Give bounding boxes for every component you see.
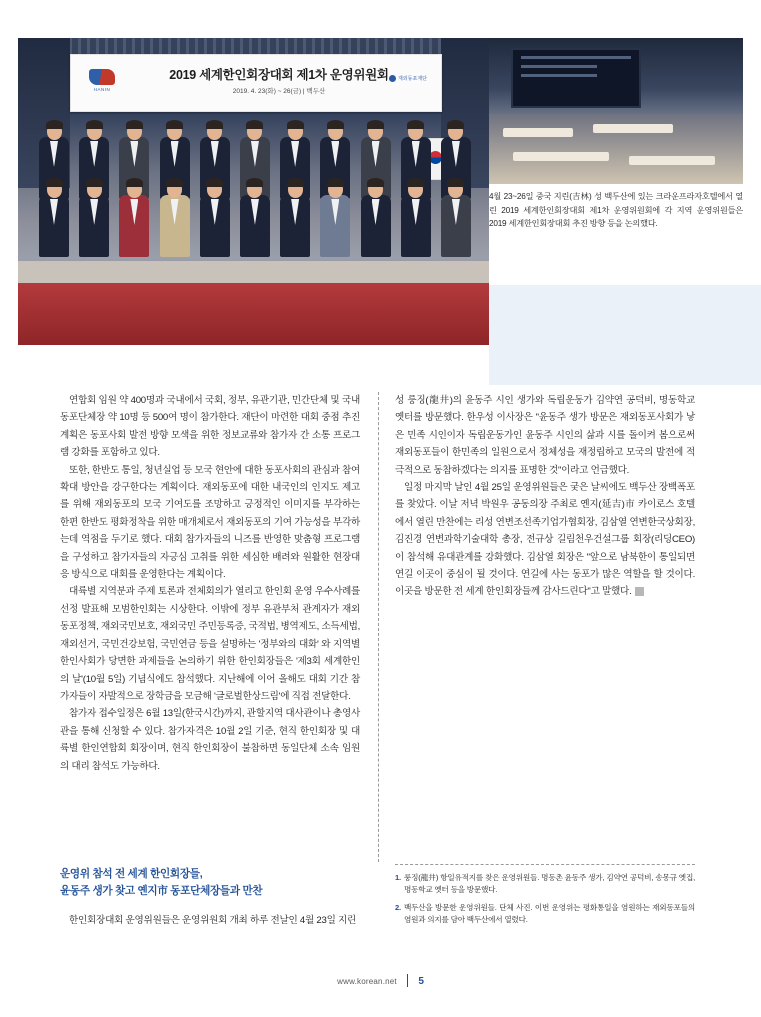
footnote-text: 룽징(龍井) 항일유적지를 찾은 운영위원들. 명동촌 윤동주 생가, 김약연 공덕비, 송몽규 옛집, 명동학교 옛터 등을 방문했다. <box>403 873 695 895</box>
column-divider <box>378 392 379 862</box>
attendee <box>116 181 152 257</box>
footnote-item <box>395 902 695 927</box>
decorative-blue-band <box>489 285 761 385</box>
paragraph-after-subheading: 한인회장대회 운영위원들은 운영위원회 개최 하루 전날인 4월 23일 지린 <box>69 915 357 926</box>
attendee <box>197 181 233 257</box>
hanin-logo-icon <box>81 69 123 95</box>
paragraph <box>395 479 695 601</box>
paragraph: 연합회 임원 약 400명과 국내에서 국회, 정부, 유관기관, 민간단체 및 국내 동포단체장 약 10명 등 500여 명이 참가한다. 재단이 마련한 대회 중점 추진 계획은 동포사회 발전 방향 모색을 위한 정보교류와 참가자 간 소통 프로그램 강화를 포함하고 있다. <box>60 395 360 459</box>
banner-title: 2019 세계한인회장대회 제1차 운영위원회 <box>169 68 389 82</box>
event-banner <box>70 54 442 112</box>
paragraph: 성 룽징(龍井)의 윤동주 시인 생가와 독립운동가 김약연 공덕비, 명동학교 옛터를 방문했다. 한우성 이사장은 "윤동주 생가 방문은 재외동포사회가 낳은 민족 시인이자 독립운동가인 윤동주 시인의 삶과 시를 돌이켜 봄으로써 재외동포들이 한민족의 일원으로서 정체성을 재정립하고 모국의 발전에 적극적으로 동참하겠다는 의지를 표명한 것"이라고 언급했다. <box>395 395 695 476</box>
okf-logo-caption: 재외동포재단 <box>398 76 427 82</box>
footer-separator <box>407 974 408 987</box>
attendee <box>237 181 273 257</box>
attendee <box>438 181 474 257</box>
footnote-number: 2. <box>395 902 401 912</box>
subheading-line-1: 운영위 참석 전 세계 한인회장들, <box>60 868 203 880</box>
paragraph: 참가자 접수일정은 6월 13일(한국시간)까지, 관할지역 대사관이나 총영사관을 통해 신청할 수 있다. 참가자격은 10월 2일 기준, 현직 한인회장 및 대륙별 한인연합회 회장이며, 현직 한인회장이 불참하면 동일단체 소속 임원의 대리 참석도 가능하다. <box>60 708 360 772</box>
footnote-text: 백두산을 방문한 운영위원들. 단체 사진. 이번 운영위는 평화통일을 염원하는 재외동포들의 염원과 의지를 담아 백두산에서 열렸다. <box>403 902 695 925</box>
red-carpet <box>18 283 489 345</box>
section-subheading <box>60 866 360 900</box>
page-footer <box>0 974 761 987</box>
hanin-logo-caption: HANIN <box>93 87 111 92</box>
projection-screen <box>511 48 641 108</box>
attendee <box>36 181 72 257</box>
end-mark-icon: ? <box>635 587 644 596</box>
okf-logo-icon <box>383 75 433 82</box>
page-number: 5 <box>418 976 424 987</box>
attendee <box>76 181 112 257</box>
article-column-right <box>395 392 695 601</box>
attendee <box>398 181 434 257</box>
footnote-divider <box>395 864 695 865</box>
paragraph: 또한, 한반도 통일, 청년실업 등 모국 현안에 대한 동포사회의 관심과 참여 확대 방안을 강구한다는 계획이다. 재외동포에 대한 내국인의 인지도 제고를 위해 재외동포의 모국 기여도를 조망하고 긍정적인 이미지를 부각하는 한편 한반도 평화정착을 위한 매개체로서 재외동포의 기여 가능성을 부각하는데 역점을 두기로 했다. 대회 참가자들의 니즈를 반영한 맞춤형 프로그램을 구성하고 참가자들의 자긍심 고취를 위한 세심한 배려와 원활한 현장대응 방식으로 대회를 운영한다는 계획이다. <box>60 464 360 581</box>
side-photo-caption: 4월 23~26일 중국 지린(吉林) 성 백두산에 있는 크라운프라자호텔에서 열린 2019 세계한인회장대회 제1차 운영위원회에 각 지역 운영위원들은 2019 세계한인회장대회 추진 방향 등을 논의했다. <box>489 192 743 228</box>
article-column-left <box>60 392 360 775</box>
group-of-attendees <box>36 123 474 273</box>
footnote-list <box>395 872 695 932</box>
footnote-item <box>395 872 695 897</box>
side-meeting-photo <box>489 38 743 184</box>
attendee <box>157 181 193 257</box>
attendee <box>277 181 313 257</box>
banquet-tables <box>489 114 743 184</box>
attendee <box>358 181 394 257</box>
paragraph: 대륙별 지역분과 주제 토론과 전체회의가 열리고 한인회 운영 우수사례를 선정 발표해 모범한인회는 시상한다. 이밖에 정부 유관부처 관계자가 재외동포정책, 재외국민보호, 재외국민 주민등록증, 국적법, 병역제도, 소득세법, 재외선거, 국민건강보험, 국민연금 등을 설명하는 '정부와의 대화' 와 지역별 한인사회가 당면한 과제들을 논의하기 위한 한인회장들은 '제3회 세계한인의 날'(10월 5일) 기념식에도 참석했다. 지난해에 이어 올해도 대회 기간 참가자들이 자발적으로 장학금을 모금해 '글로벌한상드림'에 직접 전달한다. <box>60 586 360 702</box>
attendee <box>317 181 353 257</box>
website-url: www.korean.net <box>337 977 397 986</box>
main-group-photo <box>18 38 489 345</box>
attendee-row-front <box>36 181 474 257</box>
banner-subtitle: 2019. 4. 23(화) ~ 26(금) | 백두산 <box>232 88 326 95</box>
subheading-line-2: 윤동주 생가 찾고 옌지市 동포단체장들과 만찬 <box>60 885 263 897</box>
paragraph-text: 일정 마지막 날인 4월 25일 운영위원들은 궂은 날씨에도 백두산 장백폭포를 찾았다. 이날 저녁 박원우 공동의장 주최로 옌지(延吉)市 카이로스 호텔에서 열린 만찬에는 리성 연변조선족기업가협회장, 김삼열 연변한국상회장, 김진경 연변과학기술대학 총장, 전규상 길림천우건설그룹 회장(리딩CEO)이 참석해 유대관계를 강화했다. 김삼열 회장은 "앞으로 남북한이 통일되면 연길 이곳이 중심이 될 것이다. 연길에 사는 동포가 많은 역할을 할 것이다. 이곳을 방문한 전 세계 한인회장들께 감사드린다"고 말했다. <box>395 482 695 598</box>
footnote-number: 1. <box>395 873 401 882</box>
